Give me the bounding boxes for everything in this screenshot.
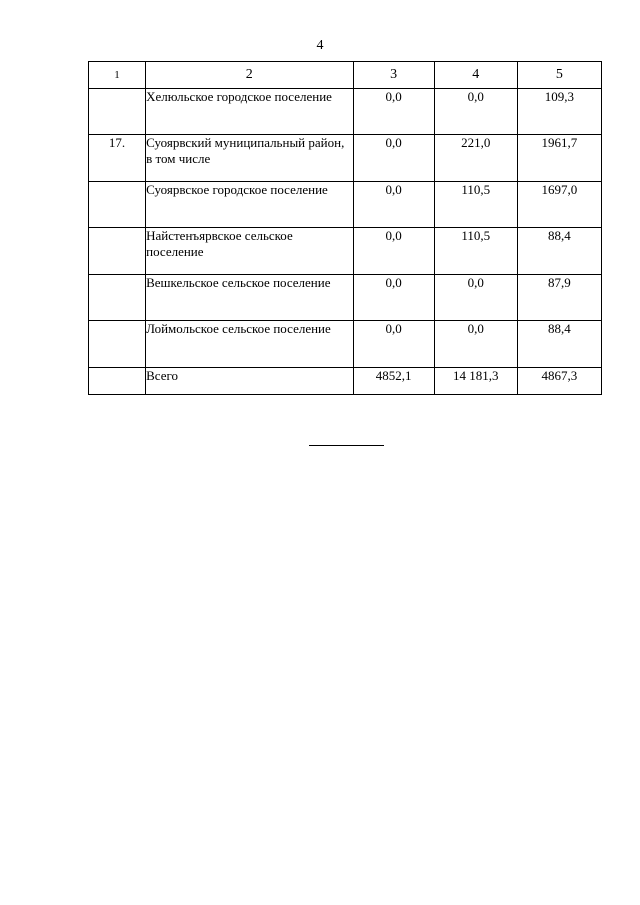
total-index (89, 368, 146, 395)
total-label: Всего (146, 368, 353, 395)
row-value-3: 0,0 (353, 89, 434, 135)
row-value-5: 88,4 (517, 228, 601, 275)
table-header-row (89, 62, 602, 89)
row-value-4: 0,0 (434, 321, 517, 368)
row-value-5: 1697,0 (517, 182, 601, 228)
page-number: 4 (316, 38, 324, 53)
row-value-5: 88,4 (517, 321, 601, 368)
row-value-3: 0,0 (353, 135, 434, 182)
table-row (89, 228, 602, 275)
column-header-4: 4 (434, 62, 517, 89)
row-value-4: 0,0 (434, 89, 517, 135)
row-name: Найстенъярвское сельское поселение (146, 228, 353, 275)
total-value-4: 14 181,3 (434, 368, 517, 395)
row-index (89, 321, 146, 368)
row-value-4: 110,5 (434, 228, 517, 275)
row-value-5: 109,3 (517, 89, 601, 135)
table-row (89, 321, 602, 368)
total-value-5: 4867,3 (517, 368, 601, 395)
column-header-1: 1 (89, 62, 146, 89)
row-index (89, 275, 146, 321)
column-header-3: 3 (353, 62, 434, 89)
row-value-5: 1961,7 (517, 135, 601, 182)
row-value-3: 0,0 (353, 275, 434, 321)
row-name: Хелюльское городское поселение (146, 89, 353, 135)
row-value-3: 0,0 (353, 182, 434, 228)
budget-table (88, 61, 602, 395)
total-value-3: 4852,1 (353, 368, 434, 395)
column-header-5: 5 (517, 62, 601, 89)
row-value-3: 0,0 (353, 321, 434, 368)
closing-rule (309, 445, 384, 446)
row-index: 17. (89, 135, 146, 182)
table-total-row (89, 368, 602, 395)
row-name: Суоярвское городское поселение (146, 182, 353, 228)
row-value-4: 110,5 (434, 182, 517, 228)
row-index (89, 182, 146, 228)
table-row (89, 89, 602, 135)
column-header-2: 2 (146, 62, 353, 89)
row-value-3: 0,0 (353, 228, 434, 275)
row-value-4: 0,0 (434, 275, 517, 321)
row-name: Вешкельское сельское поселение (146, 275, 353, 321)
row-value-5: 87,9 (517, 275, 601, 321)
row-name: Суоярвский муниципальный район, в том числе (146, 135, 353, 182)
table-row (89, 135, 602, 182)
table-row (89, 275, 602, 321)
row-value-4: 221,0 (434, 135, 517, 182)
row-index (89, 89, 146, 135)
row-name: Лоймольское сельское поселение (146, 321, 353, 368)
row-index (89, 228, 146, 275)
table-row (89, 182, 602, 228)
